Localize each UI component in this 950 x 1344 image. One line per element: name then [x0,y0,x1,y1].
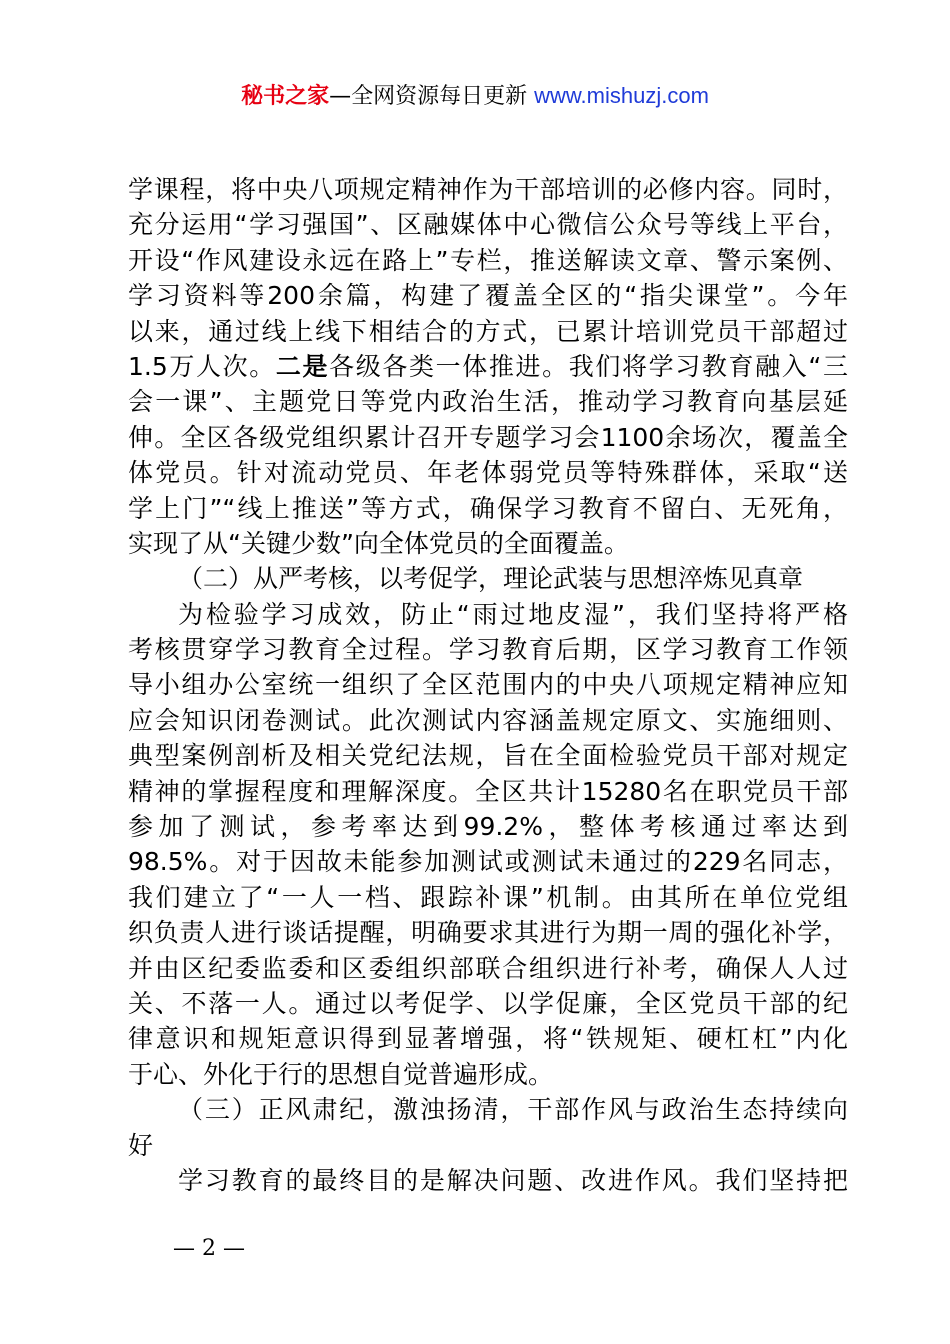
text-line: 考核贯穿学习教育全过程。学习教育后期，区学习教育工作领 [128,635,848,665]
text-line: 学习资料等200余篇，构建了覆盖全区的“指尖课堂”。今年 [128,281,848,311]
document-body [128,172,848,1198]
text-line: 典型案例剖析及相关党纪法规，旨在全面检验党员干部对规定 [128,741,848,771]
text-line: 会一课”、主题党日等党内政治生活，推动学习教育向基层延 [128,387,848,417]
section-heading: （三）正风肃纪，激浊扬清，干部作风与政治生态持续向 [178,1095,848,1125]
text-line: 实现了从“关键少数”向全体党员的全面覆盖。 [128,528,629,558]
text-line: 于心、外化于行的思想自觉普遍形成。 [128,1059,554,1089]
text-line: 为检验学习成效，防止“雨过地皮湿”，我们坚持将严格 [178,599,848,629]
text-line [128,349,848,384]
bold-lead-phrase: 二是 [275,351,330,381]
text-segment: 1.5万人次。 [128,351,276,381]
text-line: 充分运用“学习强国”、区融媒体中心微信公众号等线上平台， [128,210,848,240]
text-line: 织负责人进行谈话提醒，明确要求其进行为期一周的强化补学， [128,918,848,948]
text-line: 导小组办公室统一组织了全区范围内的中央八项规定精神应知 [128,670,848,700]
section-heading-continuation: 好 [128,1130,154,1160]
site-slogan: —全网资源每日更新 [329,84,528,109]
text-line: 学习教育的最终目的是解决问题、改进作风。我们坚持把 [178,1165,848,1195]
site-brand: 秘书之家 [241,84,330,109]
text-line: 参加了测试，参考率达到99.2%，整体考核通过率达到 [128,812,848,842]
text-line: 我们建立了“一人一档、跟踪补课”机制。由其所在单位党组 [128,882,848,912]
text-line: 律意识和规矩意识得到显著增强，将“铁规矩、硬杠杠”内化 [128,1024,848,1054]
page-number: — 2 — [173,1236,245,1261]
section-heading: （二）从严考核，以考促学，理论武装与思想淬炼见真章 [178,564,804,594]
text-line: 学课程，将中央八项规定精神作为干部培训的必修内容。同时， [128,175,848,204]
text-line: 关、不落一人。通过以考促学、以学促廉，全区党员干部的纪 [128,988,848,1018]
text-line: 伸。全区各级党组织累计召开专题学习会1100余场次，覆盖全 [128,422,848,452]
text-line: 以来，通过线上线下相结合的方式，已累计培训党员干部超过 [128,316,848,346]
site-header [0,78,950,115]
text-line: 开设“作风建设永远在路上”专栏，推送解读文章、警示案例、 [128,245,848,275]
text-segment: 各级各类一体推进。我们将学习教育融入“三 [329,351,848,381]
text-line: 学上门”“线上推送”等方式，确保学习教育不留白、无死角， [128,493,848,523]
text-line: 体党员。针对流动党员、年老体弱党员等特殊群体，采取“送 [128,458,848,488]
text-line: 精神的掌握程度和理解深度。全区共计15280名在职党员干部 [128,776,848,806]
text-line: 并由区纪委监委和区委组织部联合组织进行补考，确保人人过 [128,953,848,983]
site-url-link[interactable]: www.mishuzj.com [534,83,709,108]
text-line: 98.5%。对于因故未能参加测试或测试未通过的229名同志， [128,847,848,877]
text-line: 应会知识闭卷测试。此次测试内容涵盖规定原文、实施细则、 [128,705,848,735]
